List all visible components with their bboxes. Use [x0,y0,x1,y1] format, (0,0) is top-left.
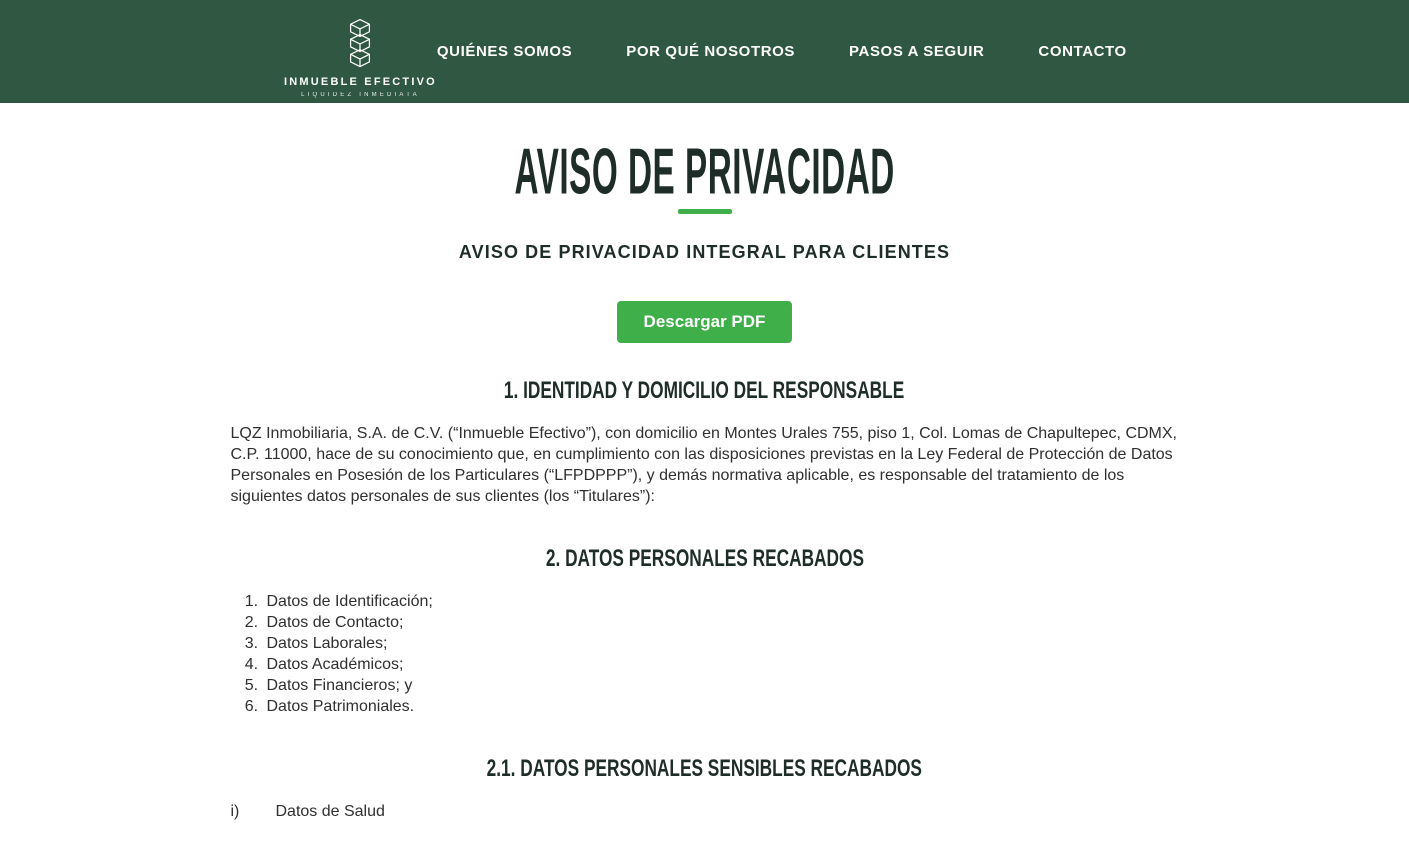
section-2-heading-row [0,507,1409,571]
datos-list-item: 1. Datos de Identificación; [263,591,1179,612]
site-header [0,0,1409,103]
section-2-list-wrap [231,591,1179,717]
datos-list-item: 3. Datos Laborales; [263,633,1179,654]
section-2-1-heading-row [0,717,1409,781]
datos-list-item: 4. Datos Académicos; [263,654,1179,675]
logo-title: INMUEBLE EFECTIVO [284,75,437,88]
datos-list-item: 2. Datos de Contacto; [263,612,1179,633]
datos-personales-list [231,591,1179,717]
download-button-row [0,301,1409,343]
building-cubes-icon [344,18,376,70]
sensitive-item-text: Datos de Salud [275,803,385,820]
page-title-row [0,103,1409,208]
section-1-heading-row [0,343,1409,403]
download-pdf-button[interactable]: Descargar PDF [617,301,793,343]
section-2-1-heading: 2.1. DATOS PERSONALES SENSIBLES RECABADOS [486,754,923,783]
nav-item-contacto[interactable]: CONTACTO [1038,43,1127,60]
main-nav [437,43,1127,60]
section-1-heading: 1. IDENTIDAD Y DOMICILIO DEL RESPONSABLE [504,376,905,405]
page-subtitle: AVISO DE PRIVACIDAD INTEGRAL PARA CLIENTES [458,242,951,262]
datos-list-item: 5. Datos Financieros; y [263,675,1179,696]
main-content [0,103,1409,822]
logo-subtitle: LIQUIDEZ INMEDIATA [301,91,420,98]
page-title: AVISO DE PRIVACIDAD [514,134,895,208]
sensitive-item-marker: i) [230,803,240,820]
nav-item-quienes-somos[interactable]: QUIÉNES SOMOS [436,43,573,60]
nav-item-por-que-nosotros[interactable]: POR QUÉ NOSOTROS [626,43,796,60]
section-2-heading: 2. DATOS PERSONALES RECABADOS [545,544,864,573]
logo[interactable] [284,6,437,98]
sensitive-data-item [231,801,1179,822]
datos-list-item: 6. Datos Patrimoniales. [263,696,1179,717]
title-divider [678,209,732,214]
nav-item-pasos-a-seguir[interactable]: PASOS A SEGUIR [849,43,985,60]
section-1-paragraph: LQZ Inmobiliaria, S.A. de C.V. (“Inmueble Efectivo”), con domicilio en Montes Urales 755, piso 1, Col. Lomas de Chapultepec, CDMX, C.P. 11000, hace de su conocimiento que, en cumplimiento con las disposiciones previstas en la Ley Federal de Protección de Datos Personales en Posesión de los Particulares (“LFPDPPP”), y demás normativa aplicable, es responsable del tratamiento de los siguientes datos personales de sus clientes (los “Titulares”): [230,425,1177,505]
